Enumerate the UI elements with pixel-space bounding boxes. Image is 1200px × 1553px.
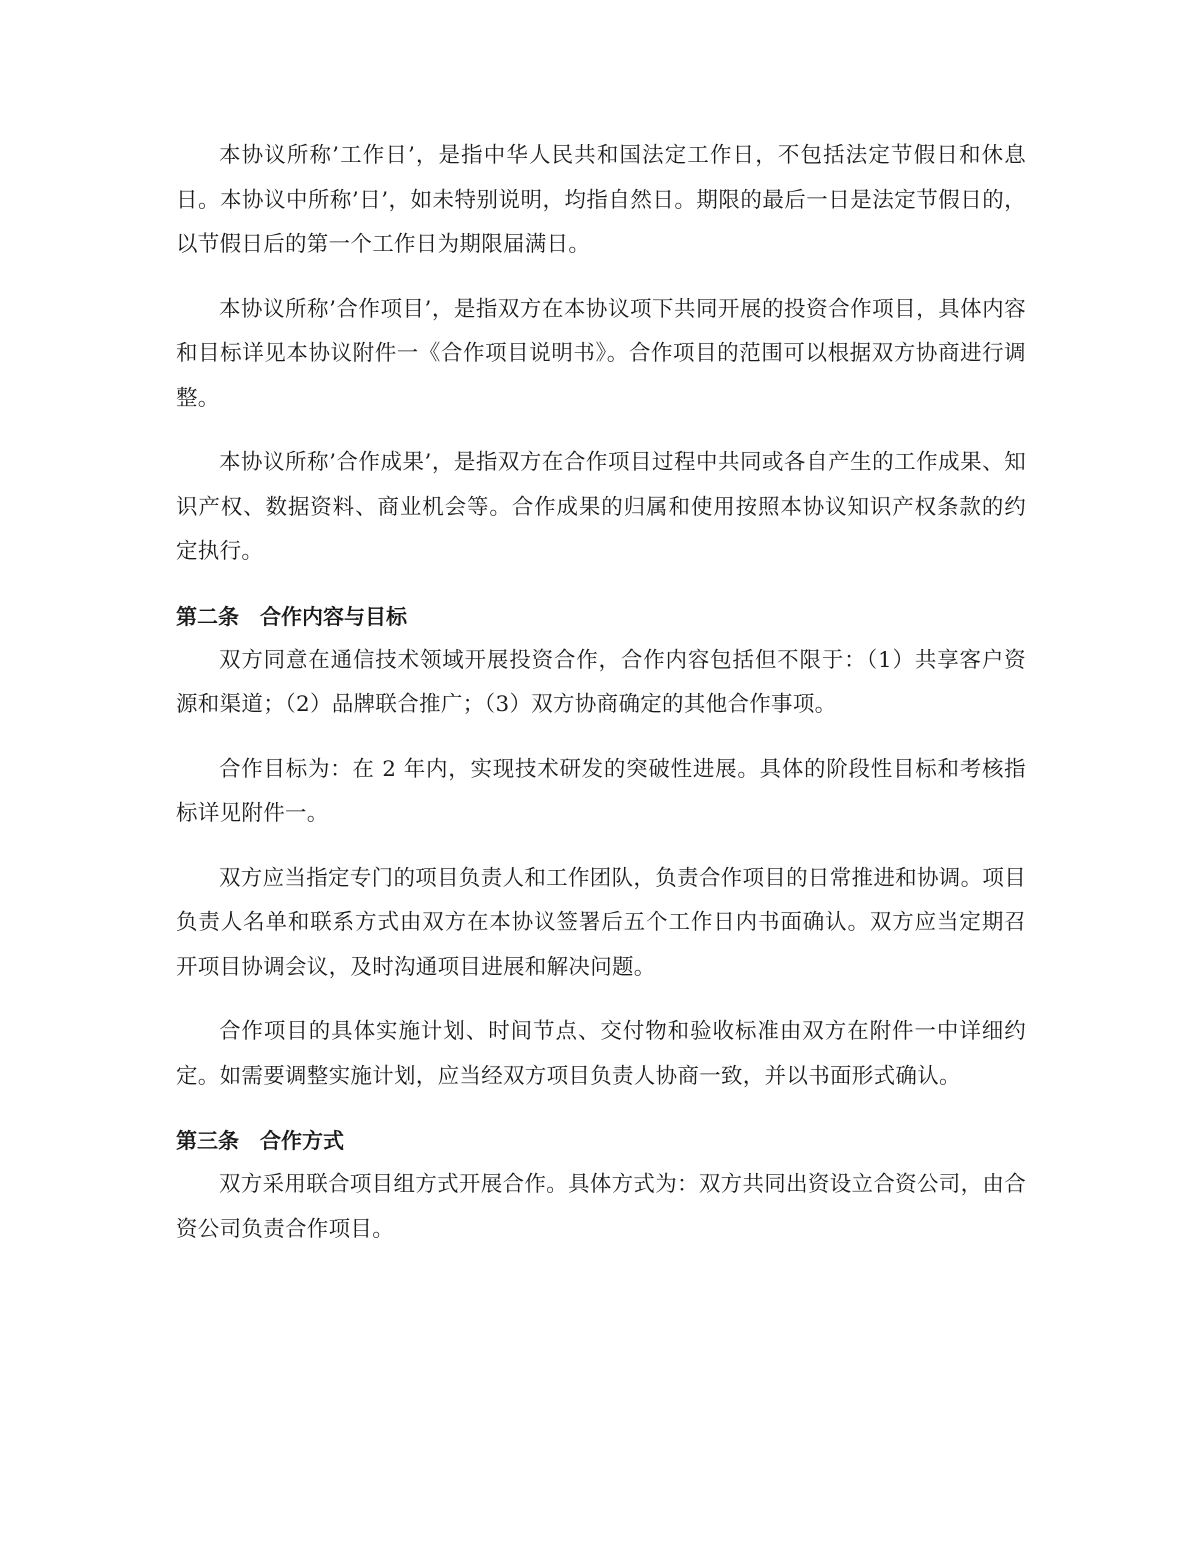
article-2-heading: 第二条 合作内容与目标 [176, 604, 407, 629]
article-3-heading: 第三条 合作方式 [176, 1129, 344, 1153]
document-body [176, 134, 1026, 1272]
article-2-paragraph-content: 双方同意在通信技术领域开展投资合作，合作内容包括但不限于：（1）共享客户资源和渠道；（2）品牌联合推广；（3）双方协商确定的其他合作事项。 [176, 647, 1026, 717]
definition-results-paragraph: 本协议所称’合作成果’，是指双方在合作项目过程中共同或各自产生的工作成果、知识产权、数据资料、商业机会等。合作成果的归属和使用按照本协议知识产权条款的约定执行。 [176, 450, 1026, 564]
article-2-paragraph-plan: 合作项目的具体实施计划、时间节点、交付物和验收标准由双方在附件一中详细约定。如需要调整实施计划，应当经双方项目负责人协商一致，并以书面形式确认。 [176, 1019, 1026, 1089]
definition-workday-paragraph: 本协议所称’工作日’，是指中华人民共和国法定工作日，不包括法定节假日和休息日。本协议中所称’日’，如未特别说明，均指自然日。期限的最后一日是法定节假日的，以节假日后的第一个工作日为期限届满日。 [176, 143, 1026, 257]
definition-project-paragraph: 本协议所称’合作项目’，是指双方在本协议项下共同开展的投资合作项目，具体内容和目标详见本协议附件一《合作项目说明书》。合作项目的范围可以根据双方协商进行调整。 [176, 296, 1026, 411]
article-2-paragraph-team: 双方应当指定专门的项目负责人和工作团队，负责合作项目的日常推进和协调。项目负责人名单和联系方式由双方在本协议签署后五个工作日内书面确认。双方应当定期召开项目协调会议，及时沟通项目进展和解决问题。 [176, 865, 1026, 980]
article-3-paragraph-method: 双方采用联合项目组方式开展合作。具体方式为：双方共同出资设立合资公司，由合资公司负责合作项目。 [176, 1172, 1026, 1242]
article-2-paragraph-goal: 合作目标为：在 2 年内，实现技术研发的突破性进展。具体的阶段性目标和考核指标详见附件一。 [176, 756, 1026, 826]
